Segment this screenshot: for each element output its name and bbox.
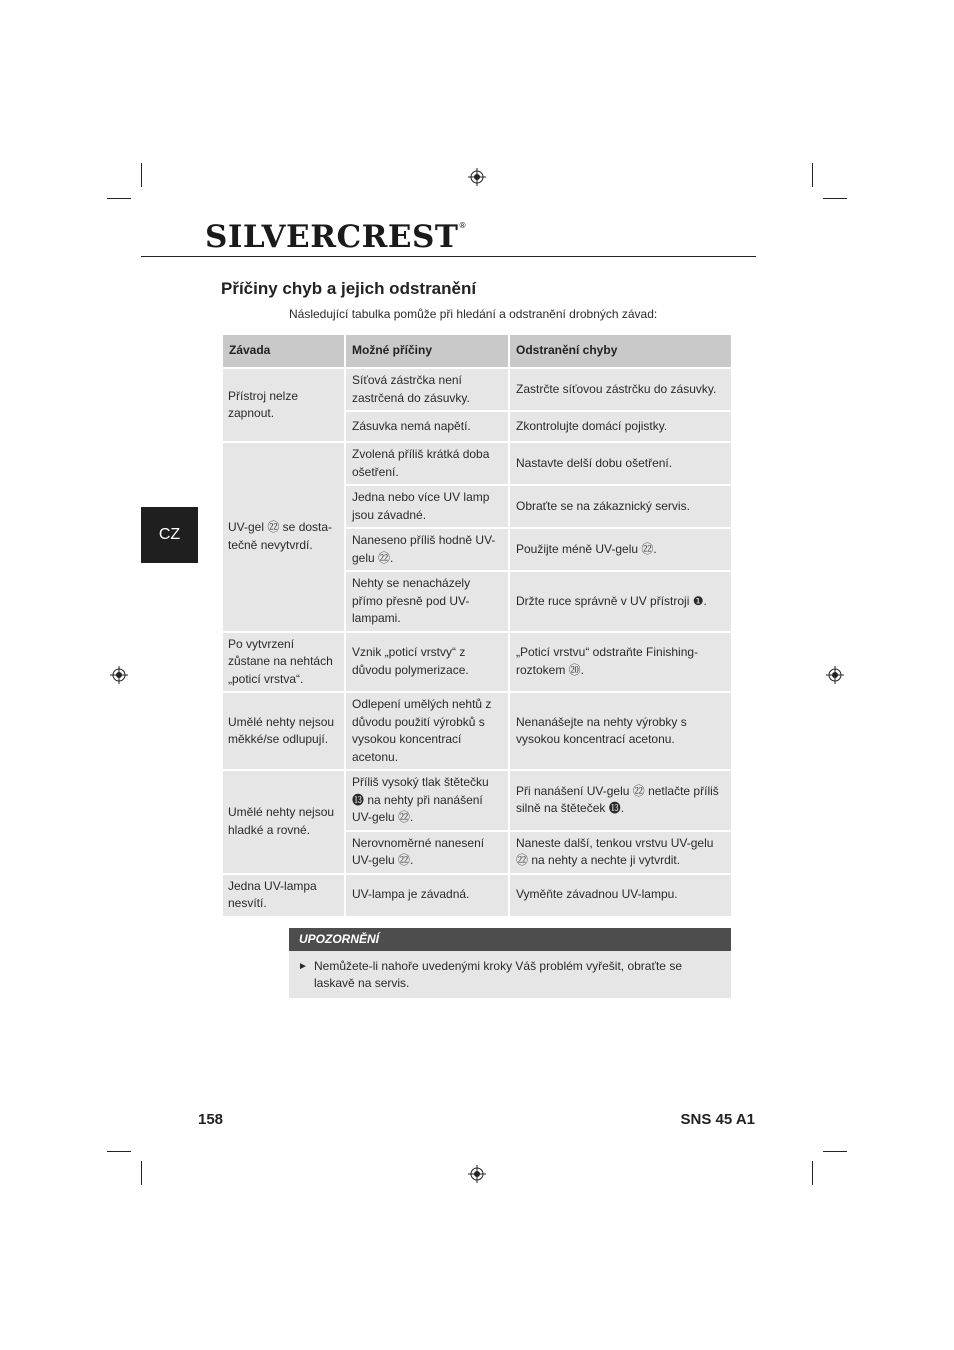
fix-cell: Zkontrolujte domácí pojistky.	[509, 411, 732, 442]
cause-cell: Odlepení umělých nehtů z důvodu použití výrobků s vysokou koncentrací acetonu.	[345, 692, 509, 770]
crop-mark	[107, 1151, 131, 1152]
fix-cell: Držte ruce správně v UV přístroji ❶.	[509, 571, 732, 632]
brand-logo-silver: SILVER	[205, 219, 337, 255]
header-rule	[141, 256, 756, 257]
fix-cell: Obraťte se na zákaznický servis.	[509, 485, 732, 528]
fix-cell: Nastavte delší dobu ošetření.	[509, 442, 732, 485]
fix-cell: Zastrčte síťovou zástrčku do zásuvky.	[509, 368, 732, 411]
troubleshooting-table	[221, 333, 733, 918]
fault-cell: UV-gel ㉒ se dosta-tečně nevytvrdí.	[222, 442, 345, 632]
fault-cell: Umělé nehty nejsou měkké/se odlupují.	[222, 692, 345, 770]
notice-text: Nemůžete-li nahoře uvedenými kroky Váš problém vyřešit, obraťte se laskavě na servis.	[314, 959, 682, 990]
brand-logo-registered: ®	[458, 221, 467, 230]
intro-text: Následující tabulka pomůže při hledání a odstranění drobných závad:	[289, 307, 658, 321]
table-row	[222, 442, 732, 485]
crop-mark	[141, 163, 142, 187]
model-number: SNS 45 A1	[680, 1111, 755, 1128]
page-title: Příčiny chyb a jejich odstranění	[221, 279, 477, 298]
notice-box	[289, 928, 731, 998]
fix-cell: Nenanášejte na nehty výrobky s vysokou koncentrací acetonu.	[509, 692, 732, 770]
fix-cell: Použijte méně UV-gelu ㉒.	[509, 528, 732, 571]
table-row	[222, 368, 732, 411]
brand-logo-crest: CREST	[336, 219, 459, 255]
notice-body	[289, 951, 731, 998]
header-fault: Závada	[222, 334, 345, 368]
crop-mark	[823, 198, 847, 199]
fix-cell: Vyměňte závadnou UV-lampu.	[509, 874, 732, 917]
fault-cell: Umělé nehty nejsou hladké a rovné.	[222, 770, 345, 874]
table-row	[222, 770, 732, 831]
cause-cell: Jedna nebo více UV lamp jsou závadné.	[345, 485, 509, 528]
crop-mark	[107, 198, 131, 199]
table-row	[222, 692, 732, 770]
crop-mark	[141, 1161, 142, 1185]
header-causes: Možné příčiny	[345, 334, 509, 368]
crop-mark	[812, 1161, 813, 1185]
cause-cell: Příliš vysoký tlak štětečku ⓭ na nehty při nanášení UV-gelu ㉒.	[345, 770, 509, 831]
cause-cell: Zásuvka nemá napětí.	[345, 411, 509, 442]
notice-title: UPOZORNĚNÍ	[289, 928, 731, 951]
cause-cell: Nehty se nenacházely přímo přesně pod UV-lampami.	[345, 571, 509, 632]
fix-cell: Při nanášení UV-gelu ㉒ netlačte příliš silně na štěteček ⓭.	[509, 770, 732, 831]
crop-mark	[823, 1151, 847, 1152]
registration-mark-icon	[110, 666, 128, 684]
cause-cell: Zvolená příliš krátká doba ošetření.	[345, 442, 509, 485]
language-tab: CZ	[141, 507, 198, 563]
table-header-row	[222, 334, 732, 368]
fix-cell: Naneste další, tenkou vrstvu UV-gelu ㉒ na nehty a nechte ji vytvrdit.	[509, 831, 732, 874]
page-number: 158	[198, 1111, 224, 1128]
table-row	[222, 874, 732, 917]
registration-mark-icon	[826, 666, 844, 684]
cause-cell: UV-lampa je závadná.	[345, 874, 509, 917]
table-row	[222, 632, 732, 693]
cause-cell: Nerovnoměrné nanesení UV-gelu ㉒.	[345, 831, 509, 874]
fault-cell: Po vytvrzení zůstane na nehtách „poticí vrstva“.	[222, 632, 345, 693]
brand-logo	[205, 219, 467, 255]
crop-mark	[812, 163, 813, 187]
cause-cell: Síťová zástrčka není zastrčená do zásuvky.	[345, 368, 509, 411]
cause-cell: Naneseno příliš hodně UV-gelu ㉒.	[345, 528, 509, 571]
bullet-arrow-icon: ►	[298, 961, 308, 972]
cause-cell: Vznik „poticí vrstvy“ z důvodu polymerizace.	[345, 632, 509, 693]
fault-cell: Jedna UV-lampa nesvítí.	[222, 874, 345, 917]
header-remedy: Odstranění chyby	[509, 334, 732, 368]
fix-cell: „Poticí vrstvu“ odstraňte Finishing-roztokem ⑳.	[509, 632, 732, 693]
registration-mark-icon	[468, 1165, 486, 1183]
registration-mark-icon	[468, 168, 486, 186]
fault-cell: Přístroj nelze zapnout.	[222, 368, 345, 442]
